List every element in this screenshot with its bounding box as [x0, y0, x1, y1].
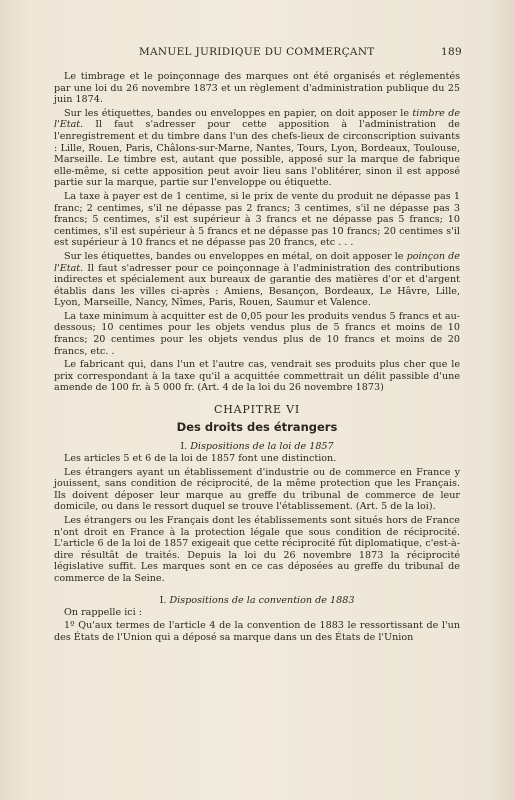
- section-2-title: Dispositions de la convention de 1883: [169, 594, 355, 606]
- poincon-rest: . Il faut s'adresser pour ce poinçonnage à l'administration des contributions indirectes et spécialement aux bureaux de garantie des matières d'or et d'argent établis dans les villes ci-après : Amiens, Besançon, Bordeaux, Le Hâvre, Lille, Lyon, Marseille, Nancy, Nîmes, Paris, Rouen, Saumur et Valence.: [54, 262, 460, 309]
- paragraph-timbre: [54, 108, 460, 189]
- poincon-lead: Sur les étiquettes, bandes ou enveloppes en métal, on doit apposer le: [64, 250, 407, 262]
- chapter-title: Des droits des étrangers: [176, 420, 338, 435]
- chapter-number: CHAPITRE VI: [214, 403, 300, 417]
- paragraph-article-4: 1º Qu'aux termes de l'article 4 de la convention de 1883 le ressortissant de l'un des États de l'Union qui a déposé sa marque dans un des États de l'Union: [54, 620, 460, 643]
- page-number: 189: [441, 46, 462, 58]
- running-header: [55, 46, 462, 62]
- running-title: MANUEL JURIDIQUE DU COMMERÇANT: [139, 46, 375, 58]
- paragraph-rappel: On rappelle ici :: [64, 606, 143, 618]
- timbre-rest: . Il faut s'adresser pour cette apposition à l'administration de l'enregistrement et du timbre dans l'un des chefs-lieux de circonscription suivants : Lille, Rouen, Paris, Châlons-sur-Marne, Nantes, Tours, Lyon, Bordeaux, Toulouse, Marseille. Le timbre est, autant que possible, apposé sur la marque de fabrique elle-même, si cette apposition peut avoir lieu sans l'oblitérer, sinon il est apposé partie sur la marque, partie sur l'enveloppe ou étiquette.: [54, 119, 460, 189]
- paragraph-taxe-timbre: La taxe à payer est de 1 centime, si le prix de vente du produit ne dépasse pas 1 franc; 2 centimes, s'il ne dépasse pas 2 francs; 3 centimes, s'il ne dépasse pas 3 francs; 5 centimes, s'il est supérieur à 3 francs et ne dépasse pas 5 francs; 10 centimes, s'il est supérieur à 5 francs et ne dépasse pas 10 francs; 20 centimes s'il est supérieur à 10 francs et ne dépasse pas 20 francs, etc . . .: [54, 190, 460, 249]
- paragraph-fabricant: Le fabricant qui, dans l'un et l'autre cas, vendrait ses produits plus cher que le prix correspondant à la taxe qu'il a acquittée commettrait un délit passible d'une amende de 100 fr. à 5 000 fr. (Art. 4 de la loi du 26 novembre 1873): [54, 359, 460, 394]
- paragraph-timbrage: Le timbrage et le poinçonnage des marques ont été organisés et réglementés par une loi du 26 novembre 1873 et un règlement d'administration publique du 25 juin 1874.: [54, 71, 460, 106]
- section-1-title: Dispositions de la loi de 1857: [190, 441, 334, 453]
- section-1-numeral: I.: [180, 441, 191, 453]
- timbre-lead: Sur les étiquettes, bandes ou enveloppes en papier, on doit apposer le: [64, 107, 413, 119]
- paragraph-etrangers-etablis: Les étrangers ayant un établissement d'industrie ou de commerce en France y jouissent, sans condition de réciprocité, de la même protection que les Français. Ils doivent déposer leur marque au greffe du tribunal de commerce de leur domicile, ou dans le ressort duquel se trouve l'établissement. (Art. 5 de la loi).: [54, 466, 460, 513]
- timbre-emphasis: timbre de l'Etat: [54, 107, 461, 131]
- paragraph-etrangers-hors-france: Les étrangers ou les Français dont les établissements sont situés hors de France n'ont droit en France à la protection légale que sous condition de réciprocité. L'article 6 de la loi de 1857 exigeait que cette réciprocité fût diplomatique, c'est-à-dire résultât de traités. Depuis la loi du 26 novembre 1873 la réciprocité législative suffit. Les marques sont en ce cas déposées au greffe du tribunal de commerce de la Seine.: [54, 515, 460, 584]
- section-2-numeral: I.: [159, 594, 170, 606]
- paragraph-distinction: Les articles 5 et 6 de la loi de 1857 font une distinction.: [64, 453, 337, 465]
- section-heading-2: [54, 595, 460, 607]
- body-text: [54, 71, 460, 643]
- paragraph-poincon: [54, 251, 460, 309]
- paragraph-taxe-poincon: La taxe minimum à acquitter est de 0,05 pour les produits vendus 5 francs et au-dessous; 10 centimes pour les objets vendus plus de 5 francs et moins de 10 francs; 20 centimes pour les objets vendus plus de 10 francs et moins de 20 francs, etc. .: [54, 310, 460, 357]
- section-heading-1: [54, 441, 460, 453]
- poincon-emphasis: poinçon de l'Etat: [54, 250, 460, 274]
